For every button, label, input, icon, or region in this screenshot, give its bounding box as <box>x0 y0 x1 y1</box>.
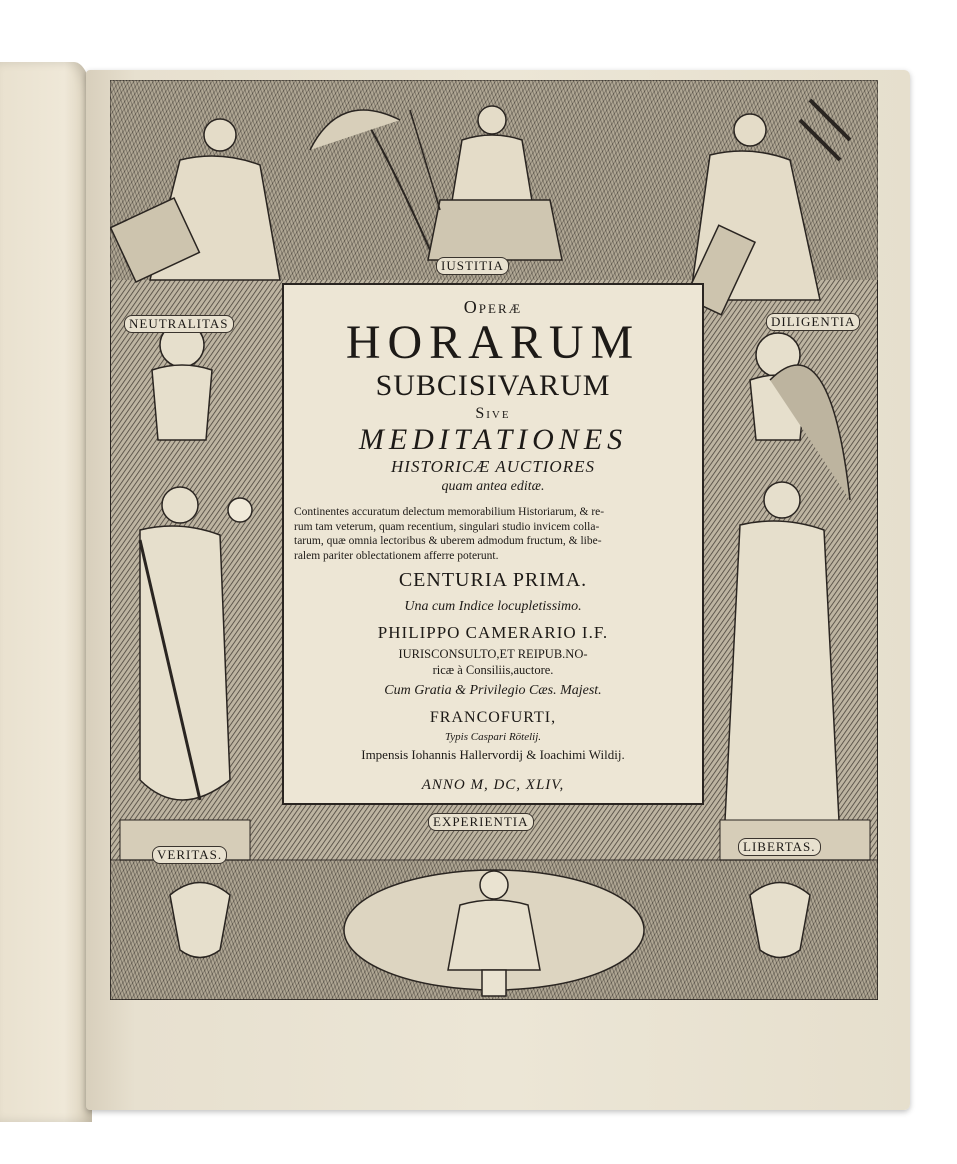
title-line-operae: Operæ <box>463 297 523 317</box>
label-experientia: EXPERIENTIA <box>428 813 534 831</box>
title-cartouche <box>282 283 704 805</box>
label-veritas: VERITAS. <box>152 846 227 864</box>
title-publishers: Impensis Iohannis Hallervordij & Ioachimi Wildij. <box>361 747 625 762</box>
label-neutralitas: NEUTRALITAS <box>124 315 234 333</box>
label-libertas: LIBERTAS. <box>738 838 821 856</box>
title-index: Una cum Indice locupletissimo. <box>404 599 582 614</box>
title-centuria: CENTURIA PRIMA. <box>398 569 588 591</box>
description-line: rum tam veterum, quam recentium, singulari studio invicem colla- <box>294 520 600 533</box>
title-author: PHILIPPO CAMERARIO I.F. <box>377 623 609 642</box>
title-author-role-1: IURISCONSULTO,ET REIPUB.NO- <box>398 647 588 661</box>
title-description <box>294 505 694 563</box>
description-line: tarum, quæ omnia lectoribus & uberem admodum fructum, & libe- <box>294 535 602 547</box>
label-justitia: IUSTITIA <box>436 257 509 275</box>
description-line: ralem pariter oblectationem afferre poterunt. <box>294 549 499 562</box>
title-horarum: HORARUM <box>345 316 641 369</box>
left-page-edge <box>0 62 92 1122</box>
title-year: ANNO M, DC, XLIV, <box>421 777 565 793</box>
title-sive: Sive <box>475 405 511 422</box>
title-author-role-2: ricæ à Consiliis,auctore. <box>432 663 554 677</box>
bottom-ornament <box>110 860 878 1000</box>
description-line: Continentes accuratum delectum memorabilium Historiarum, & re- <box>294 506 605 518</box>
title-historicae: HISTORICÆ AUCTIORES <box>391 457 595 476</box>
label-diligentia: DILIGENTIA <box>766 313 860 331</box>
title-place: FRANCOFURTI, <box>429 709 557 726</box>
title-privilege: Cum Gratia & Privilegio Cæs. Majest. <box>384 683 602 698</box>
title-subcisivarum: SUBCISIVARUM <box>375 369 611 402</box>
title-meditationes: MEDITATIONES <box>358 423 628 456</box>
title-printer: Typis Caspari Rötelij. <box>444 731 542 743</box>
title-quam-antea: quam antea editæ. <box>441 479 545 494</box>
